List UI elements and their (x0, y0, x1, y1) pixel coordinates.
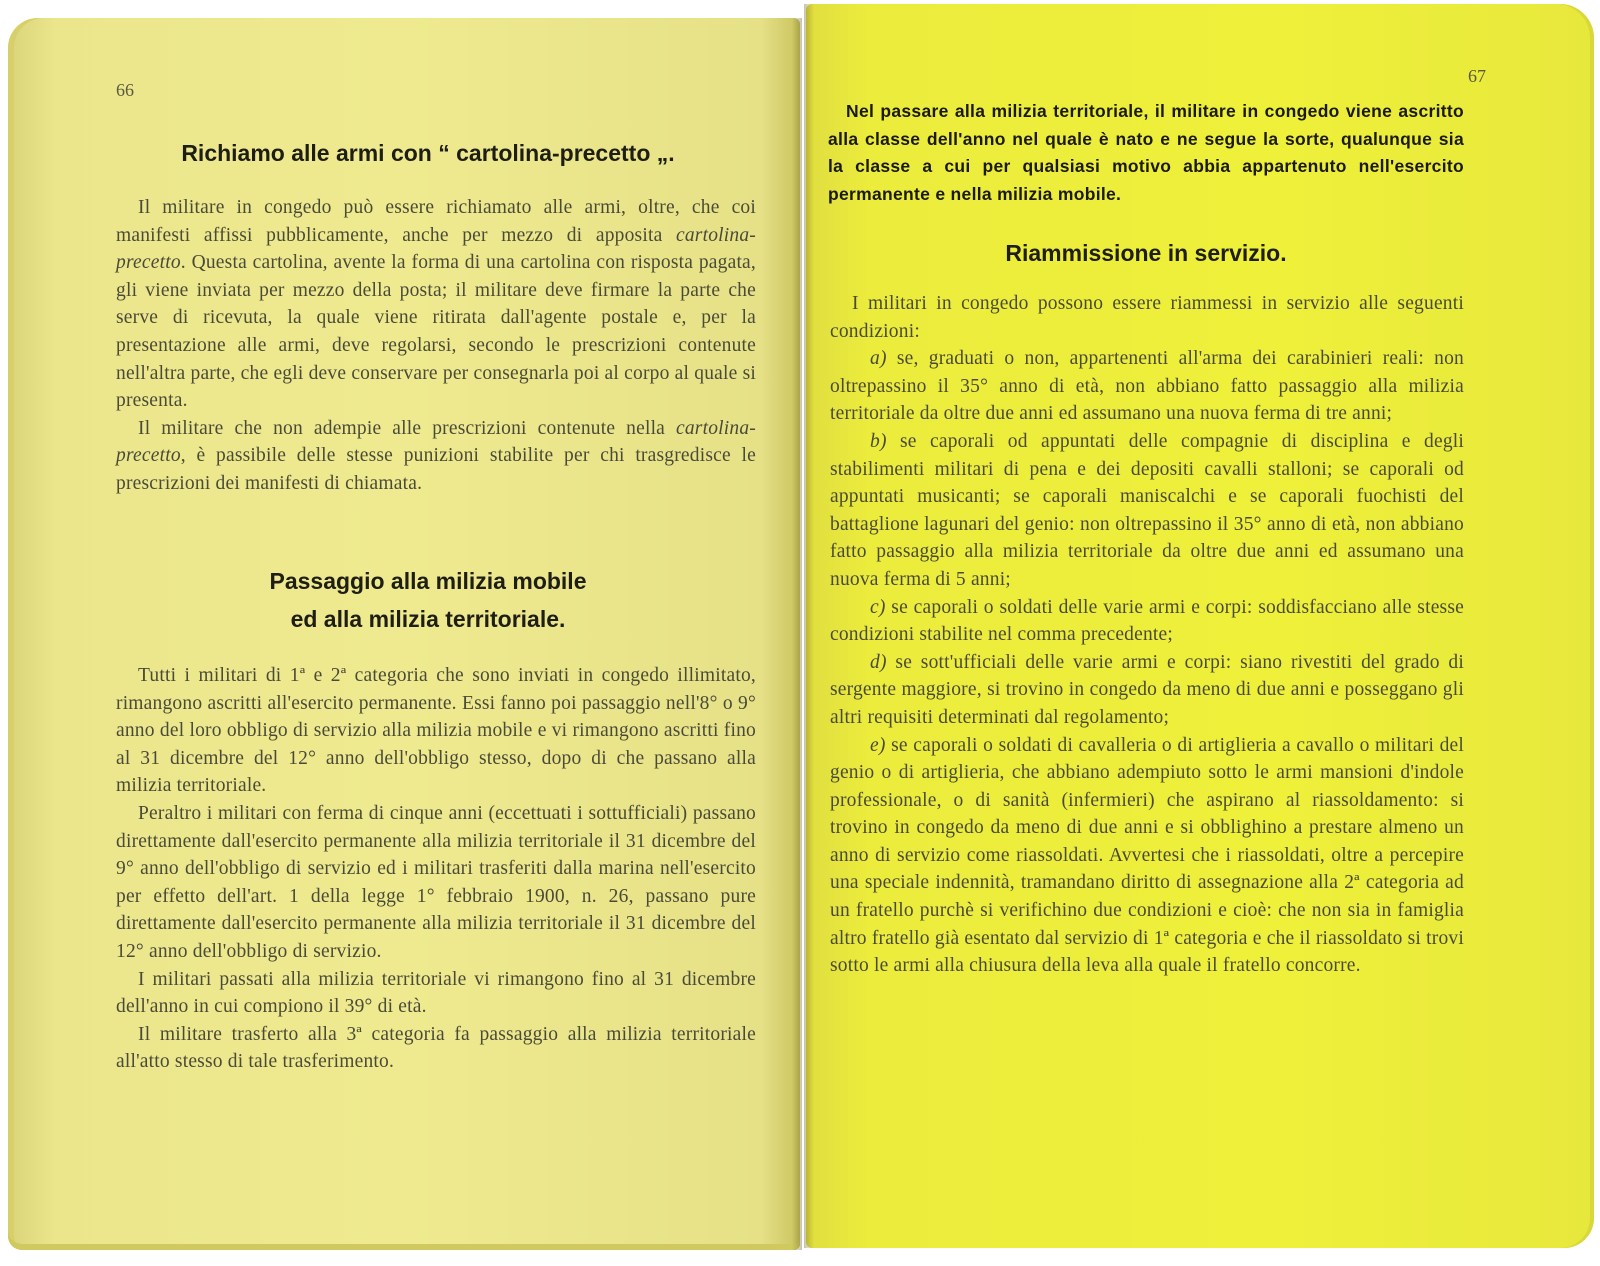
section-heading (108, 562, 748, 638)
list-item: d) se sott'ufficiali delle varie armi e corpi: siano rivestiti del grado di sergente maggiore, si trovino in congedo da meno di due anni e posseggano gli altri requisiti determinati dal regolamento; (830, 651, 1464, 728)
list-item: a) se, graduati o non, appartenenti all'arma dei carabinieri reali: non oltrepassino il 35° anno di età, non abbiano fatto passaggio alla milizia territoriale da oltre due anni ed assumano una nuova ferma di tre anni; (830, 348, 1464, 425)
intro-paragraph: Nel passare alla milizia territoriale, il militare in congedo viene ascritto alla classe dell'anno nel quale è nato e ne segue la sorte, qualunque sia la classe a cui per qualsiasi motivo abbia appartenuto nell'esercito permanente e nella milizia mobile. (828, 101, 1464, 204)
heading-text: Riammissione in servizio. (1005, 240, 1287, 266)
paragraph: Tutti i militari di 1ª e 2ª categoria che sono inviati in congedo illimitato, rimangono ascritti all'esercito permanente. Essi fanno poi passaggio nell'8° o 9° anno del loro obbligo di servizio alla milizia mobile e vi rimangono ascritti fino al 31 dicembre del 12° anno dell'obbligo stesso, dopo di che passano alla milizia territoriale. (116, 665, 756, 797)
paragraph: I militari passati alla milizia territoriale vi rimangono fino al 31 dicembre dell'anno in cui compiono il 39° di età. (116, 968, 756, 1018)
heading-text: Richiamo alle armi con “ cartolina-precetto „. (181, 140, 675, 166)
page-number: 67 (1468, 66, 1486, 86)
paragraph: I militari in congedo possono essere riammessi in servizio alle seguenti condizioni: (830, 293, 1464, 342)
list-item: c) se caporali o soldati delle varie armi e corpi: soddisfacciano alle stesse condizioni stabilite nel comma precedente; (830, 596, 1464, 646)
heading-line: ed alla milizia territoriale. (290, 606, 566, 632)
paragraph: Il militare che non adempie alle prescrizioni contenute nella cartolina-precetto, è passibile delle stesse punizioni stabilite per chi trasgredisce le prescrizioni dei manifesti di chiamata. (116, 417, 756, 494)
paragraph: Il militare trasferto alla 3ª categoria fa passaggio alla milizia territoriale all'atto stesso di tale trasferimento. (116, 1023, 756, 1073)
right-page (806, 4, 1594, 1248)
list-item: b) se caporali od appuntati delle compagnie di disciplina e degli stabilimenti militari di pena e dei depositi cavalli stalloni; se caporali od appuntati musicanti; se caporali maniscalchi e se caporali fuochisti del battaglione lagunari del genio: non oltrepassino il 35° anno di età, non abbiano fatto passaggio alla milizia territoriale da oltre due anni ed assumano una nuova ferma di 5 anni; (830, 430, 1464, 590)
section-heading (108, 134, 748, 172)
body-text (116, 662, 756, 1076)
list-item: e) se caporali o soldati di cavalleria o di artiglieria a cavallo o militari del genio o di artiglieria, che abbiano adempiuto sotto le armi mansioni d'indole professionale, o di sanità (infermieri) che aspirano al riassoldamento: si trovino in congedo da meno di due anni e si obblighino a prestare almeno un anno di servizio come riassoldati. Avvertesi che i riassoldati, oltre a percepire una speciale indennità, tramandano diritto di assegnazione alla 2ª categoria ad un fratello purchè si verifichino due condizioni e cioè: che non sia in famiglia altro fratello già esentato dal servizio di 1ª categoria e che il riassoldato si trovi sotto le armi alla chiusura della leva alla quale il fratello concorre. (830, 734, 1464, 977)
body-text (830, 290, 1464, 980)
heading-line: Passaggio alla milizia mobile (269, 568, 587, 594)
body-text (116, 194, 756, 498)
left-page (8, 18, 800, 1250)
section-heading (828, 234, 1464, 272)
page-number: 66 (116, 80, 134, 100)
paragraph: Peraltro i militari con ferma di cinque anni (eccettuati i sottufficiali) passano direttamente dall'esercito permanente alla milizia territoriale il 31 dicembre del 9° anno dell'obbligo di servizio ed i militari trasferiti dalla marina nell'esercito per effetto dell'art. 1 della legge 1° febbraio 1900, n. 26, passano pure direttamente dall'esercito permanente alla milizia territoriale il 31 dicembre del 12° anno dell'obbligo di servizio. (116, 802, 756, 962)
paragraph: Il militare in congedo può essere richiamato alle armi, oltre, che coi manifesti affissi pubblicamente, anche per mezzo di apposita cartolina-precetto. Questa cartolina, avente la forma di una cartolina con risposta pagata, gli viene inviata per mezzo della posta; il militare deve firmare la parte che serve di ricevuta, la quale viene ritirata dall'agente postale e, per la presentazione alle armi, deve regolarsi, secondo le prescrizioni contenute nell'altra parte, che egli deve conservare per consegnarla poi al corpo al quale si presenta. (116, 197, 756, 412)
